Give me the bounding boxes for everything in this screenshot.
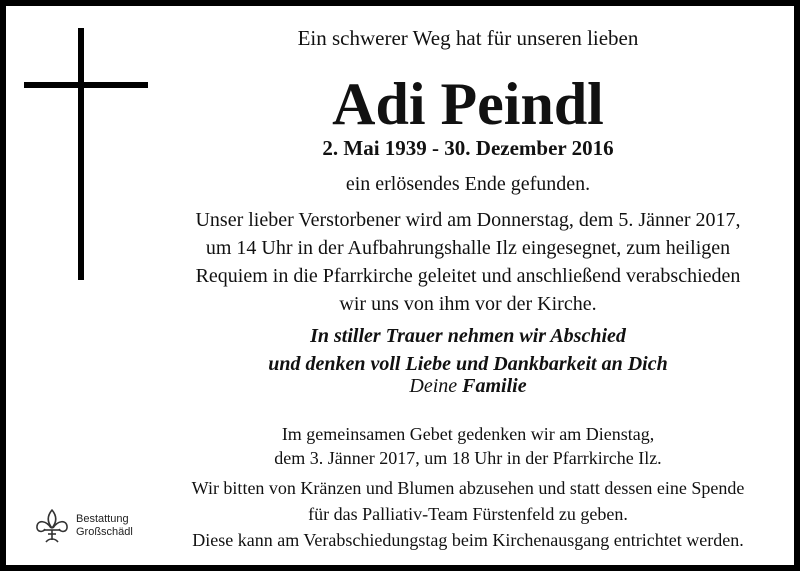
released-text: ein erlösendes Ende gefunden. [345,173,591,195]
life-dates: 2. Mai 1939 - 30. Dezember 2016 [322,136,614,160]
ceremony-line: um 14 Uhr in der Aufbahrungshalle Ilz eingesegnet, zum heiligen [205,237,731,259]
prayer-line: dem 3. Jänner 2017, um 18 Uhr in der Pfarrkirche Ilz. [274,448,662,468]
family-prefix: Deine [409,375,458,397]
logo-text [76,513,133,539]
donation-line: Wir bitten von Kränzen und Blumen abzusehen und statt dessen eine Spende [191,478,745,498]
mourning-line: und denken voll Liebe und Dankbarkeit an Dich [268,353,668,375]
ceremony-paragraph [156,206,780,318]
fleur-de-lis-icon [32,506,72,546]
logo-line-1: Bestattung [76,513,129,525]
family-name: Familie [462,375,527,397]
funeral-home-logo [32,506,133,546]
intro-text: Ein schwerer Weg hat für unseren lieben [297,26,639,50]
donation-line: für das Palliativ-Team Fürstenfeld zu geben. [308,504,628,524]
logo-line-2: Großschädl [76,526,133,538]
mourning-line: In stiller Trauer nehmen wir Abschied [310,325,626,347]
ceremony-line: Requiem in die Pfarrkirche geleitet und anschließend verabschieden [195,265,741,287]
deposit-text: Diese kann am Verabschiedungstag beim Kirchenausgang entrichtet werden. [192,530,744,550]
prayer-paragraph [156,422,780,470]
prayer-line: Im gemeinsamen Gebet gedenken wir am Dienstag, [281,424,655,444]
ceremony-line: wir uns von ihm vor der Kirche. [339,293,597,315]
ceremony-line: Unser lieber Verstorbener wird am Donnerstag, dem 5. Jänner 2017, [195,209,741,231]
family-signature [156,375,780,398]
cross-icon [24,28,148,280]
mourning-text [156,322,780,378]
donation-paragraph [156,475,780,527]
deceased-name: Adi Peindl [332,71,604,137]
